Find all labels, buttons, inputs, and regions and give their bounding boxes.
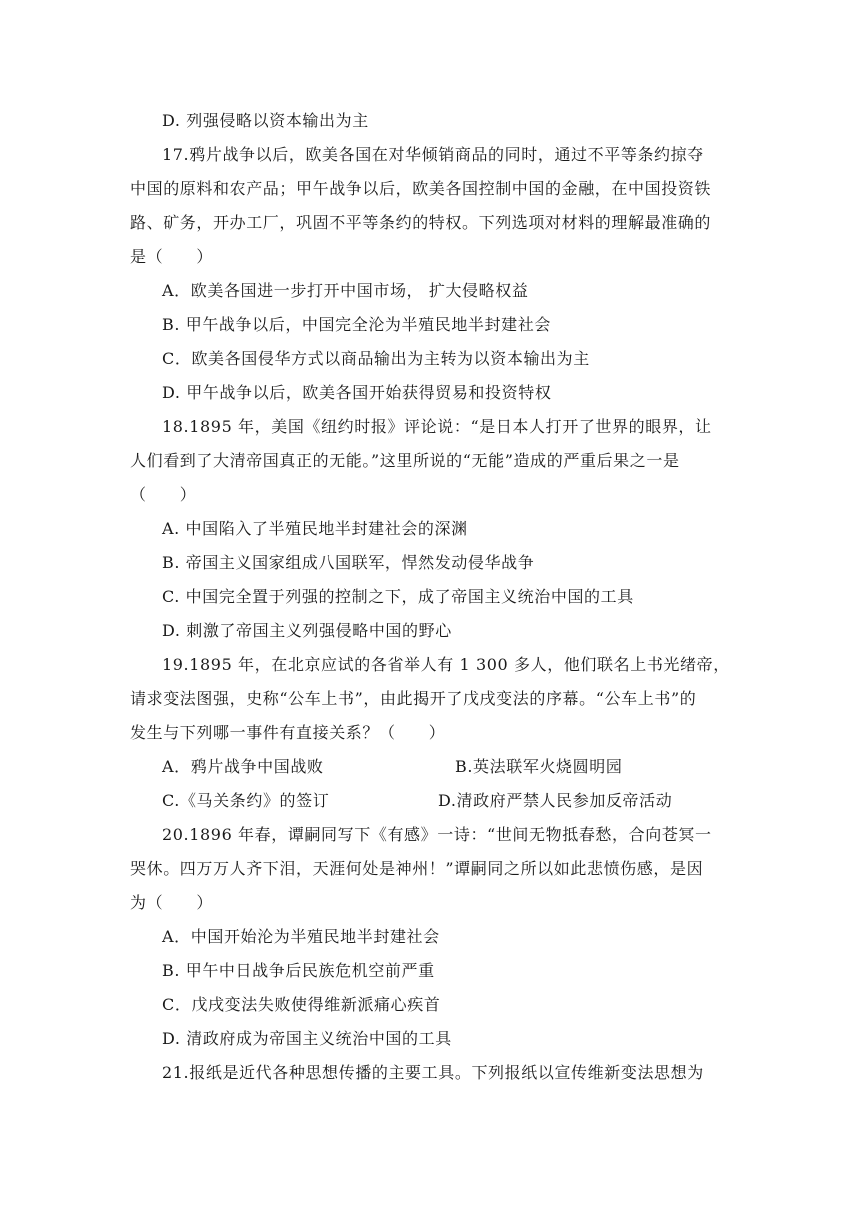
q20-option-c: C．戊戌变法失败使得维新派痛心疾首 xyxy=(162,995,441,1014)
q19-option-a: A．鸦片战争中国战败 xyxy=(162,757,324,776)
q17-option-b: B. 甲午战争以后，中国完全沦为半殖民地半封建社会 xyxy=(162,315,551,334)
q19-stem-line-1: 19.1895 年，在北京应试的各省举人有 1 300 多人，他们联名上书光绪帝， xyxy=(162,655,730,674)
q19-option-c: C.《马关条约》的签订 xyxy=(162,791,330,810)
q19-option-b: B.英法联军火烧圆明园 xyxy=(455,757,623,776)
q17-stem-line-2: 中国的原料和农产品；甲午战争以后，欧美各国控制中国的金融，在中国投资铁 xyxy=(130,179,712,198)
q18-stem-line-2: 人们看到了大清帝国真正的无能。”这里所说的“无能”造成的严重后果之一是 xyxy=(130,451,680,470)
q20-option-a: A．中国开始沦为半殖民地半封建社会 xyxy=(162,927,440,946)
q17-option-d: D. 甲午战争以后，欧美各国开始获得贸易和投资特权 xyxy=(162,383,552,402)
q19-option-d: D.清政府严禁人民参加反帝活动 xyxy=(438,791,673,810)
q20-option-d: D. 清政府成为帝国主义统治中国的工具 xyxy=(162,1029,452,1048)
q18-option-d: D. 刺激了帝国主义列强侵略中国的野心 xyxy=(162,621,452,640)
q16-option-d: D. 列强侵略以资本输出为主 xyxy=(162,111,369,130)
q20-stem-line-1: 20.1896 年春，谭嗣同写下《有感》一诗：“世间无物抵春愁，合向苍冥一 xyxy=(162,825,712,844)
q20-option-b: B. 甲午中日战争后民族危机空前严重 xyxy=(162,961,435,980)
q18-option-c: C. 中国完全置于列强的控制之下，成了帝国主义统治中国的工具 xyxy=(162,587,634,606)
q18-option-b: B. 帝国主义国家组成八国联军，悍然发动侵华战争 xyxy=(162,553,535,572)
q20-stem-line-3: 为（ ） xyxy=(130,893,214,912)
q18-stem-line-1: 18.1895 年，美国《纽约时报》评论说：“是日本人打开了世界的眼界，让 xyxy=(162,417,712,436)
q17-option-c: C．欧美各国侵华方式以商品输出为主转为以资本输出为主 xyxy=(162,349,590,368)
q17-stem-line-3: 路、矿务，开办工厂，巩固不平等条约的特权。下列选项对材料的理解最准确的 xyxy=(130,213,712,232)
q19-stem-line-3: 发生与下列哪一事件有直接关系？（ ） xyxy=(130,723,446,742)
q18-stem-line-3: （ ） xyxy=(130,485,197,504)
q19-stem-line-2: 请求变法图强，史称“公车上书”，由此揭开了戊戌变法的序幕。“公车上书”的 xyxy=(130,689,697,708)
q21-stem-line-1: 21.报纸是近代各种思想传播的主要工具。下列报纸以宣传维新变法思想为 xyxy=(162,1063,704,1082)
q20-stem-line-2: 哭休。四万万人齐下泪，天涯何处是神州！”谭嗣同之所以如此悲愤伤感，是因 xyxy=(130,859,704,878)
q17-stem-line-1: 17.鸦片战争以后，欧美各国在对华倾销商品的同时，通过不平等条约掠夺 xyxy=(162,145,704,164)
q17-option-a: A．欧美各国进一步打开中国市场， 扩大侵略权益 xyxy=(162,281,529,300)
q18-option-a: A. 中国陷入了半殖民地半封建社会的深渊 xyxy=(162,519,468,538)
q17-stem-line-4: 是（ ） xyxy=(130,247,214,266)
